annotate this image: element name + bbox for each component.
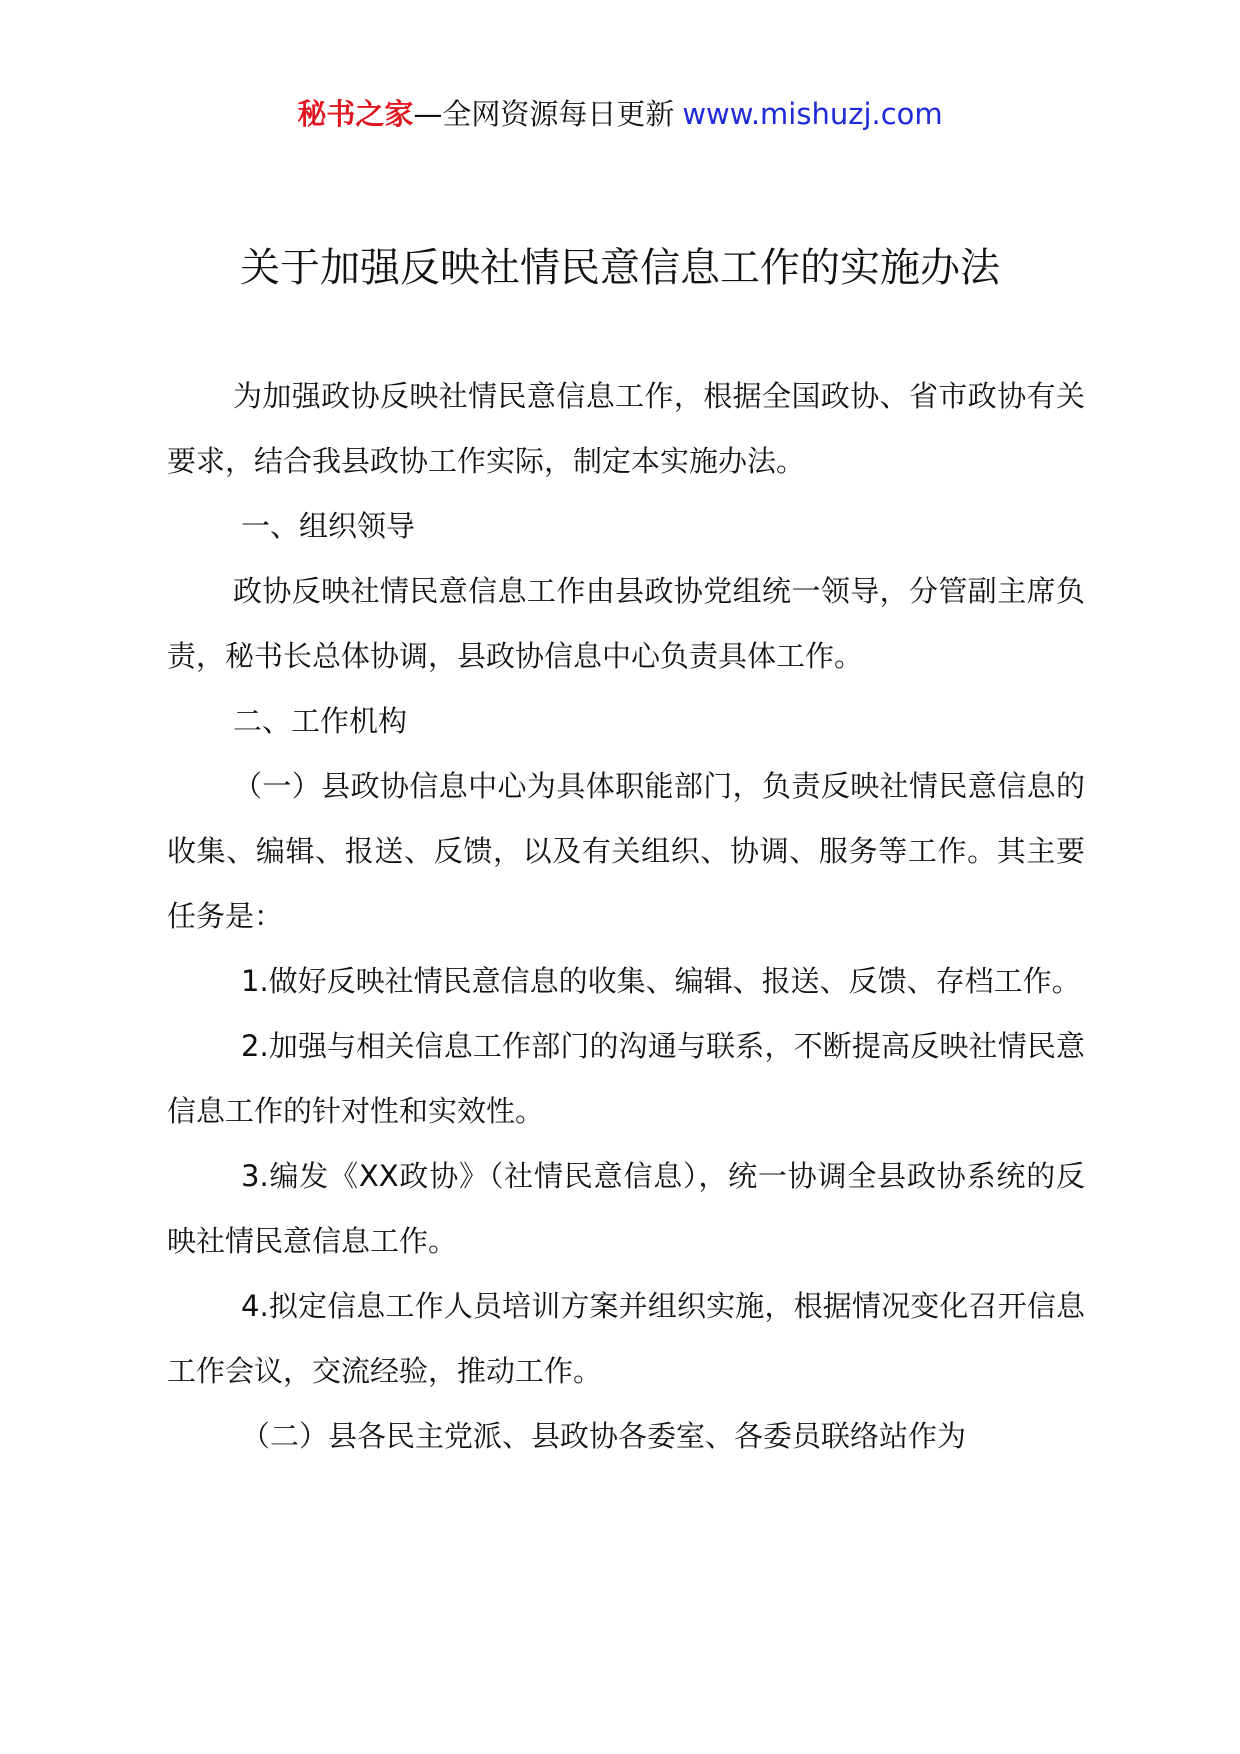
section-heading-work-agencies: 二、工作机构 (233, 704, 408, 738)
document-body (167, 364, 1085, 1469)
site-url-link[interactable]: www.mishuzj.com (682, 97, 943, 131)
site-tagline: —全网资源每日更新 (413, 97, 675, 131)
site-header (0, 94, 1240, 134)
subsection-paragraph-2: （二）县各民主党派、县政协各委室、各委员联络站作为 (241, 1419, 967, 1453)
subsection-paragraph-1: （一）县政协信息中心为具体职能部门，负责反映社情民意信息的收集、编辑、报送、反馈，以及有关组织、协调、服务等工作。其主要任务是： (167, 769, 1085, 933)
intro-paragraph: 为加强政协反映社情民意信息工作，根据全国政协、省市政协有关要求，结合我县政协工作实际，制定本实施办法。 (167, 379, 1085, 478)
task-item-2: 2.加强与相关信息工作部门的沟通与联系，不断提高反映社情民意信息工作的针对性和实效性。 (167, 1029, 1085, 1128)
organization-paragraph: 政协反映社情民意信息工作由县政协党组统一领导，分管副主席负责，秘书长总体协调，县政协信息中心负责具体工作。 (167, 574, 1085, 673)
document-title: 关于加强反映社情民意信息工作的实施办法 (240, 245, 1000, 291)
task-item-4: 4.拟定信息工作人员培训方案并组织实施，根据情况变化召开信息工作会议，交流经验，推动工作。 (167, 1289, 1085, 1388)
site-brand: 秘书之家 (297, 97, 414, 131)
section-heading-organization: 一、组织领导 (241, 509, 416, 543)
task-item-1: 1.做好反映社情民意信息的收集、编辑、报送、反馈、存档工作。 (241, 964, 1081, 998)
task-item-3: 3.编发《XX政协》（社情民意信息），统一协调全县政协系统的反映社情民意信息工作。 (167, 1159, 1085, 1258)
